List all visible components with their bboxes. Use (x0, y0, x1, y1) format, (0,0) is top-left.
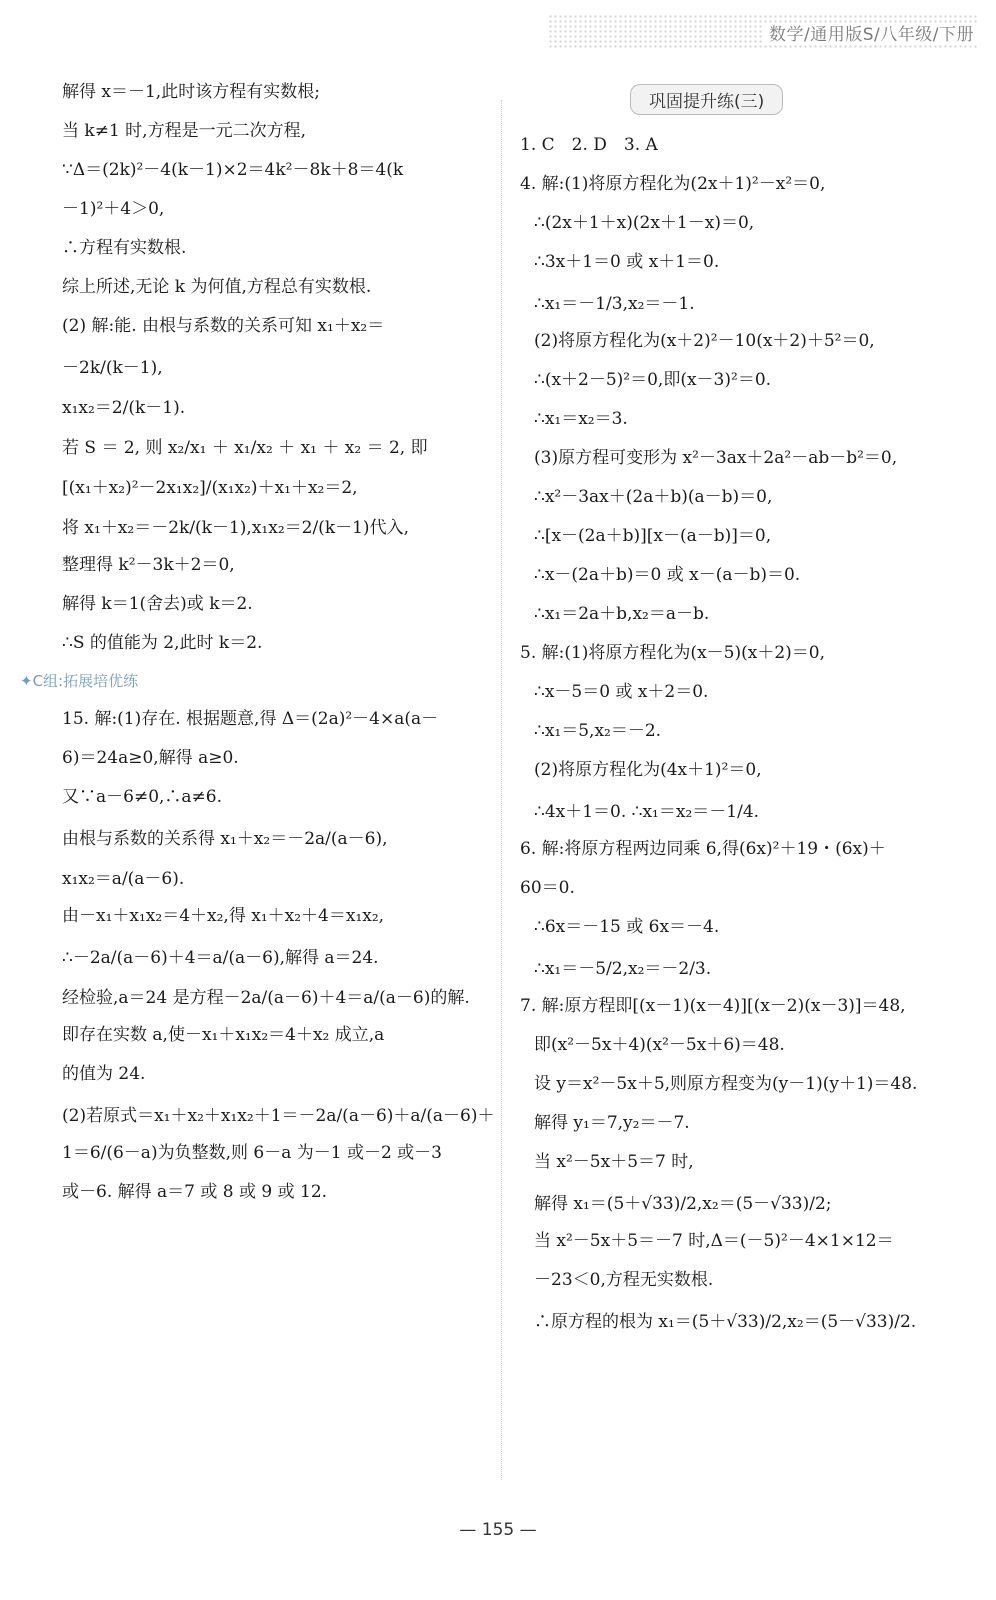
text-line: ∴x－(2a＋b)＝0 或 x－(a－b)＝0. (534, 565, 801, 585)
right-column (520, 80, 950, 1347)
text-line: 7. 解:原方程即[(x－1)(x－4)][(x－2)(x－3)]＝48, (520, 996, 906, 1016)
text-line: 即存在实数 a,使－x₁＋x₁x₂＝4＋x₂ 成立,a (62, 1025, 385, 1045)
text-line: 由根与系数的关系得 x₁＋x₂＝－2a/(a－6), (62, 829, 388, 849)
text-line: (2)若原式＝x₁＋x₂＋x₁x₂＋1＝－2a/(a－6)＋a/(a－6)＋ (62, 1106, 495, 1126)
text-line: ∴S 的值能为 2,此时 k＝2. (62, 633, 263, 653)
page-header (548, 14, 978, 50)
text-line: 15. 解:(1)存在. 根据题意,得 Δ＝(2a)²－4×a(a－ (62, 709, 439, 729)
text-line: x₁x₂＝a/(a－6). (62, 869, 185, 889)
text-line: ∴3x＋1＝0 或 x＋1＝0. (534, 252, 720, 272)
text-line: ∴[x－(2a＋b)][x－(a－b)]＝0, (534, 526, 772, 546)
text-line: 当 k≠1 时,方程是一元二次方程, (62, 121, 306, 141)
text-line: 60＝0. (520, 878, 575, 898)
text-line: 1＝6/(6－a)为负整数,则 6－a 为－1 或－2 或－3 (62, 1143, 442, 1163)
text-line: ∴(2x＋1＋x)(2x＋1－x)＝0, (534, 213, 755, 233)
text-line: 经检验,a＝24 是方程－2a/(a－6)＋4＝a/(a－6)的解. (62, 988, 470, 1008)
text-line: ∵Δ＝(2k)²－4(k－1)×2＝4k²－8k＋8＝4(k (62, 160, 404, 180)
text-line: 又∵a－6≠0,∴a≠6. (62, 787, 223, 807)
text-line: 或－6. 解得 a＝7 或 8 或 9 或 12. (62, 1182, 328, 1202)
text-line: 6. 解:将原方程两边同乘 6,得(6x)²＋19・(6x)＋ (520, 839, 886, 859)
text-line: ∴原方程的根为 x₁＝(5＋√33)/2,x₂＝(5－√33)/2. (534, 1312, 917, 1332)
text-line: ∴x－5＝0 或 x＋2＝0. (534, 682, 709, 702)
text-line: 若 S ＝ 2, 则 x₂/x₁ ＋ x₁/x₂ ＋ x₁ ＋ x₂ ＝ 2, 即 (62, 438, 428, 458)
text-line: ∴x₁＝x₂＝3. (534, 409, 628, 429)
header-title: 数学/通用版S/八年级/下册 (763, 25, 978, 45)
text-line: 5. 解:(1)将原方程化为(x－5)(x＋2)＝0, (520, 643, 825, 663)
text-line: ∴(x＋2－5)²＝0,即(x－3)²＝0. (534, 370, 772, 390)
text-line: x₁x₂＝2/(k－1). (62, 398, 186, 418)
section-box-heading: 巩固提升练(三) (630, 84, 783, 115)
text-line: (2)将原方程化为(4x＋1)²＝0, (534, 760, 762, 780)
text-line: 1. C 2. D 3. A (520, 135, 658, 155)
text-line: ∴x²－3ax＋(2a＋b)(a－b)＝0, (534, 487, 773, 507)
text-line: 6)＝24a≥0,解得 a≥0. (62, 748, 239, 768)
text-line: 设 y＝x²－5x＋5,则原方程变为(y－1)(y＋1)＝48. (534, 1074, 918, 1094)
text-line: ∴6x＝－15 或 6x＝－4. (534, 917, 720, 937)
text-line: 当 x²－5x＋5＝－7 时,Δ＝(－5)²－4×1×12＝ (534, 1231, 894, 1251)
text-line: ∴方程有实数根. (62, 238, 187, 258)
text-line: 由－x₁＋x₁x₂＝4＋x₂,得 x₁＋x₂＋4＝x₁x₂, (62, 906, 385, 926)
text-line: 解得 x＝－1,此时该方程有实数根; (62, 82, 320, 102)
text-line: (3)原方程可变形为 x²－3ax＋2a²－ab－b²＝0, (534, 448, 898, 468)
text-line: 4. 解:(1)将原方程化为(2x＋1)²－x²＝0, (520, 174, 826, 194)
text-line: 综上所述,无论 k 为何值,方程总有实数根. (62, 277, 372, 297)
text-line: 整理得 k²－3k＋2＝0, (62, 555, 235, 575)
text-line: [(x₁＋x₂)²－2x₁x₂]/(x₁x₂)＋x₁＋x₂＝2, (62, 478, 358, 498)
text-line: 解得 y₁＝7,y₂＝－7. (534, 1113, 690, 1133)
text-line: 解得 x₁＝(5＋√33)/2,x₂＝(5－√33)/2; (534, 1194, 832, 1214)
text-line: ∴x₁＝2a＋b,x₂＝a－b. (534, 604, 710, 624)
text-line: 将 x₁＋x₂＝－2k/(k－1),x₁x₂＝2/(k－1)代入, (62, 518, 409, 538)
text-line: ∴x₁＝－5/2,x₂＝－2/3. (534, 959, 712, 979)
section-c-heading: ✦C组:拓展培优练 (20, 672, 139, 690)
text-line: (2) 解:能. 由根与系数的关系可知 x₁＋x₂＝ (62, 316, 385, 336)
text-line: －23＜0,方程无实数根. (534, 1270, 714, 1290)
left-column (20, 80, 495, 1219)
text-line: ∴－2a/(a－6)＋4＝a/(a－6),解得 a＝24. (62, 948, 379, 968)
text-line: 解得 k＝1(舍去)或 k＝2. (62, 594, 253, 614)
text-line: 即(x²－5x＋4)(x²－5x＋6)＝48. (534, 1035, 785, 1055)
text-line: 当 x²－5x＋5＝7 时, (534, 1152, 694, 1172)
text-line: 的值为 24. (62, 1064, 146, 1084)
text-line: －2k/(k－1), (62, 358, 163, 378)
column-divider (501, 100, 502, 1480)
text-line: ∴x₁＝5,x₂＝－2. (534, 721, 662, 741)
text-line: ∴4x＋1＝0. ∴x₁＝x₂＝－1/4. (534, 802, 760, 822)
text-line: (2)将原方程化为(x＋2)²－10(x＋2)＋5²＝0, (534, 331, 875, 351)
text-line: ∴x₁＝－1/3,x₂＝－1. (534, 294, 695, 314)
page-number: — 155 — (459, 1520, 537, 1540)
text-line: －1)²＋4＞0, (62, 199, 165, 219)
